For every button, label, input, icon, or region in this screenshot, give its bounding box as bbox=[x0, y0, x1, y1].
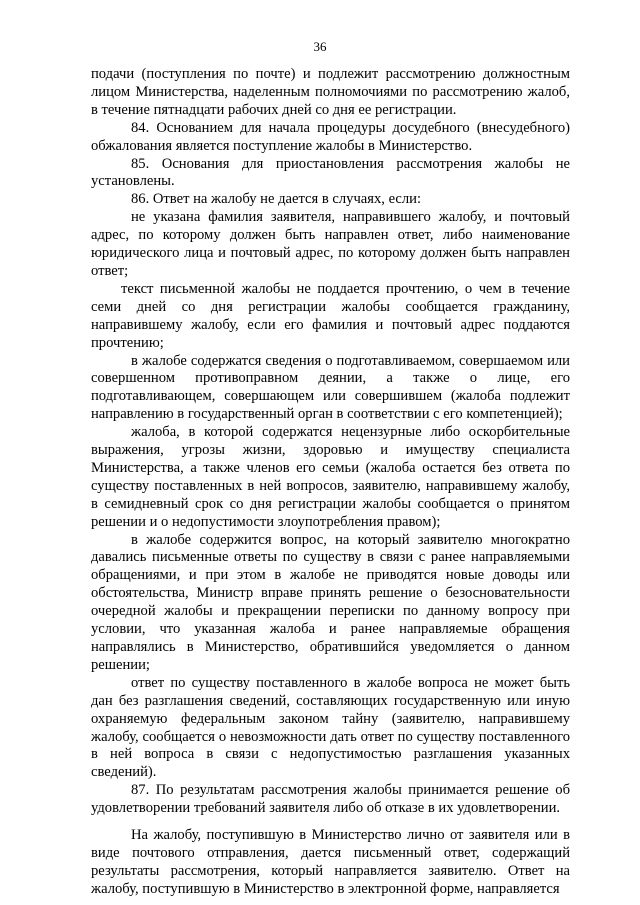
paragraph-87: 87. По результатам рассмотрения жалобы принимается решение об удовлетворении требований заявителя либо об отказе в их удовлетворении. bbox=[91, 782, 570, 817]
paragraph-85: 85. Основания для приостановления рассмотрения жалобы не установлены. bbox=[91, 155, 570, 190]
paragraph-87-response: На жалобу, поступившую в Министерство лично от заявителя или в виде почтового отправления, дается письменный ответ, содержащий результаты рассмотрения, который направляется заявителю. Ответ на жалобу, поступившую в Министерство в электронной форме, направляется bbox=[91, 827, 570, 897]
paragraph-86: 86. Ответ на жалобу не дается в случаях, если: bbox=[131, 191, 422, 208]
paragraph-86-case-unlawful-act: в жалобе содержатся сведения о подготавливаемом, совершаемом или совершенном противоправном деянии, а также о лице, его подготавливающем, совершающем или совершившем (жалоба подлежит направлению в государственный орган в соответствии с его компетенцией); bbox=[91, 352, 570, 423]
paragraph-86-case-secret: ответ по существу поставленного в жалобе вопроса не может быть дан без разглашения сведений, составляющих государственную или иную охраняемую федеральным законом тайну (заявителю, направившему жалобу, сообщается о невозможности дать ответ по существу поставленного в ней вопроса в связи с недопустимостью разглашения указанных сведений). bbox=[91, 674, 570, 781]
paragraph-86-case-repeated: в жалобе содержится вопрос, на который заявителю многократно давались письменные ответы по существу в связи с ранее направляемыми обращениями, и при этом в жалобе не приводятся новые доводы или обстоятельства, Министр вправе принять решение о безосновательности очередной жалобы и прекращении переписки по данному вопросу при условии, что указанная жалоба и ранее направляемые обращения направлялись в Министерство, обратившийся уведомляется о данном решении; bbox=[91, 531, 570, 673]
document-body bbox=[91, 66, 570, 899]
page-number: 36 bbox=[313, 39, 327, 54]
paragraph-86-case-offensive: жалоба, в которой содержатся нецензурные либо оскорбительные выражения, угрозы жизни, здоровью и имуществу специалиста Министерства, а также членов его семьи (жалоба остается без ответа по существу поставленных в ней вопросов, заявителю, направившему жалобу, в семидневный срок со дня регистрации жалобы сообщается о принятом решении и о недопустимости злоупотребления правом); bbox=[91, 424, 570, 530]
paragraph-86-case-no-address: не указана фамилия заявителя, направившего жалобу, и почтовый адрес, по которому должен быть направлен ответ, либо наименование юридического лица и почтовый адрес, по которому должен быть направлен ответ; bbox=[91, 209, 570, 279]
paragraph-86-case-unreadable: текст письменной жалобы не поддается прочтению, о чем в течение семи дней со дня регистрации жалобы сообщается гражданину, направившему жалобу, если его фамилия и почтовый адрес поддаются прочтению; bbox=[91, 280, 570, 351]
paragraph-84: 84. Основанием для начала процедуры досудебного (внесудебного) обжалования является поступление жалобы в Министерство. bbox=[91, 119, 570, 154]
paragraph-continuation: подачи (поступления по почте) и подлежит рассмотрению должностным лицом Министерства, наделенным полномочиями по рассмотрению жалоб, в течение пятнадцати рабочих дней со дня ее регистрации. bbox=[91, 66, 570, 118]
